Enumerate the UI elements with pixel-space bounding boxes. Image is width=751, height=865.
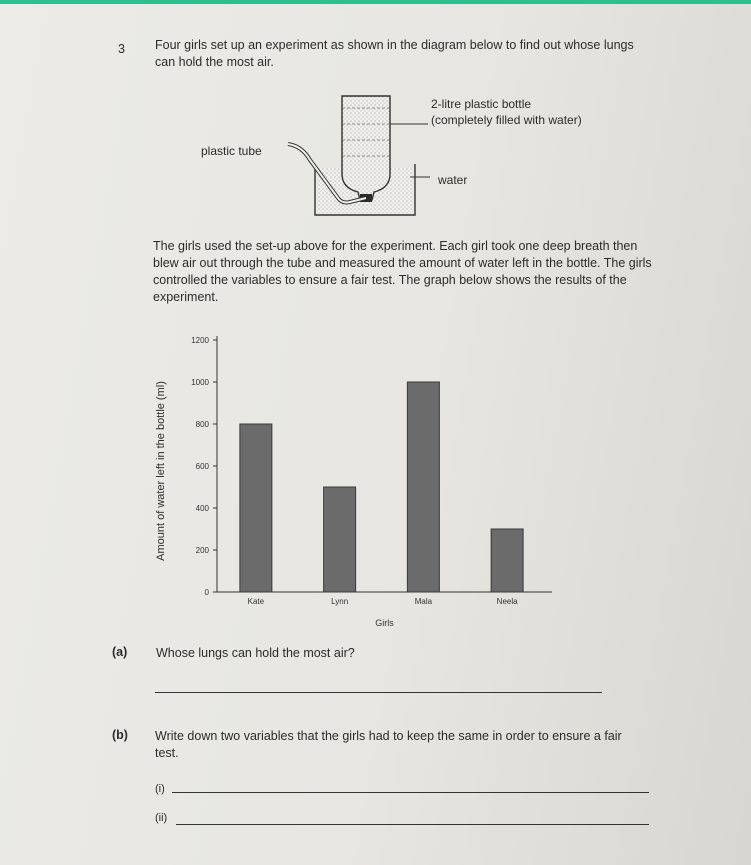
y-tick-label: 400 [195, 504, 209, 513]
water-label: water [438, 173, 468, 187]
part-b-item-ii-line[interactable] [176, 824, 649, 825]
y-tick-label: 800 [195, 420, 209, 429]
y-tick-label: 1000 [191, 378, 209, 387]
x-tick-label: Kate [247, 597, 265, 606]
y-tick-label: 200 [195, 546, 209, 555]
part-b-item-i-label: (i) [155, 783, 165, 795]
x-tick-label: Lynn [331, 597, 349, 606]
part-b-item-ii-label: (ii) [155, 812, 168, 824]
part-b-question: Write down two variables that the girls had to keep the same in order to ensure a fair test. [155, 729, 622, 760]
experiment-diagram [270, 88, 430, 223]
part-b-label: (b) [112, 728, 128, 742]
bottle [342, 96, 390, 200]
part-a-label: (a) [112, 645, 128, 659]
y-tick-label: 600 [195, 462, 209, 471]
results-bar-chart [140, 330, 560, 635]
part-b-item-i-line[interactable] [172, 792, 649, 793]
x-tick-label: Neela [496, 597, 518, 606]
question-number: 3 [118, 42, 125, 56]
bar-neela [491, 529, 523, 592]
y-tick-label: 0 [204, 588, 209, 597]
part-a-answer-line[interactable] [155, 692, 602, 693]
y-tick-label: 1200 [191, 336, 209, 345]
bottle-label: 2-litre plastic bottle [431, 97, 532, 111]
y-axis-label: Amount of water left in the bottle (ml) [155, 381, 167, 561]
tube-label: plastic tube [201, 144, 262, 158]
bar-mala [407, 382, 439, 592]
experiment-paragraph: The girls used the set-up above for the experiment. Each girl took one deep breath then blew air out through the tube and measured the amount of water left in the bottle. The girls controlled the variables to ensure a fair test. The graph below shows the results of the experiment. [153, 239, 652, 304]
x-axis-label: Girls [375, 618, 394, 628]
x-tick-label: Mala [414, 597, 433, 606]
part-a-question: Whose lungs can hold the most air? [156, 646, 355, 660]
bar-kate [240, 424, 272, 592]
question-intro: Four girls set up an experiment as shown in the diagram below to find out whose lungs can hold the most air. [155, 38, 634, 69]
bar-lynn [324, 487, 356, 592]
bottle-note-label: (completely filled with water) [431, 113, 582, 127]
